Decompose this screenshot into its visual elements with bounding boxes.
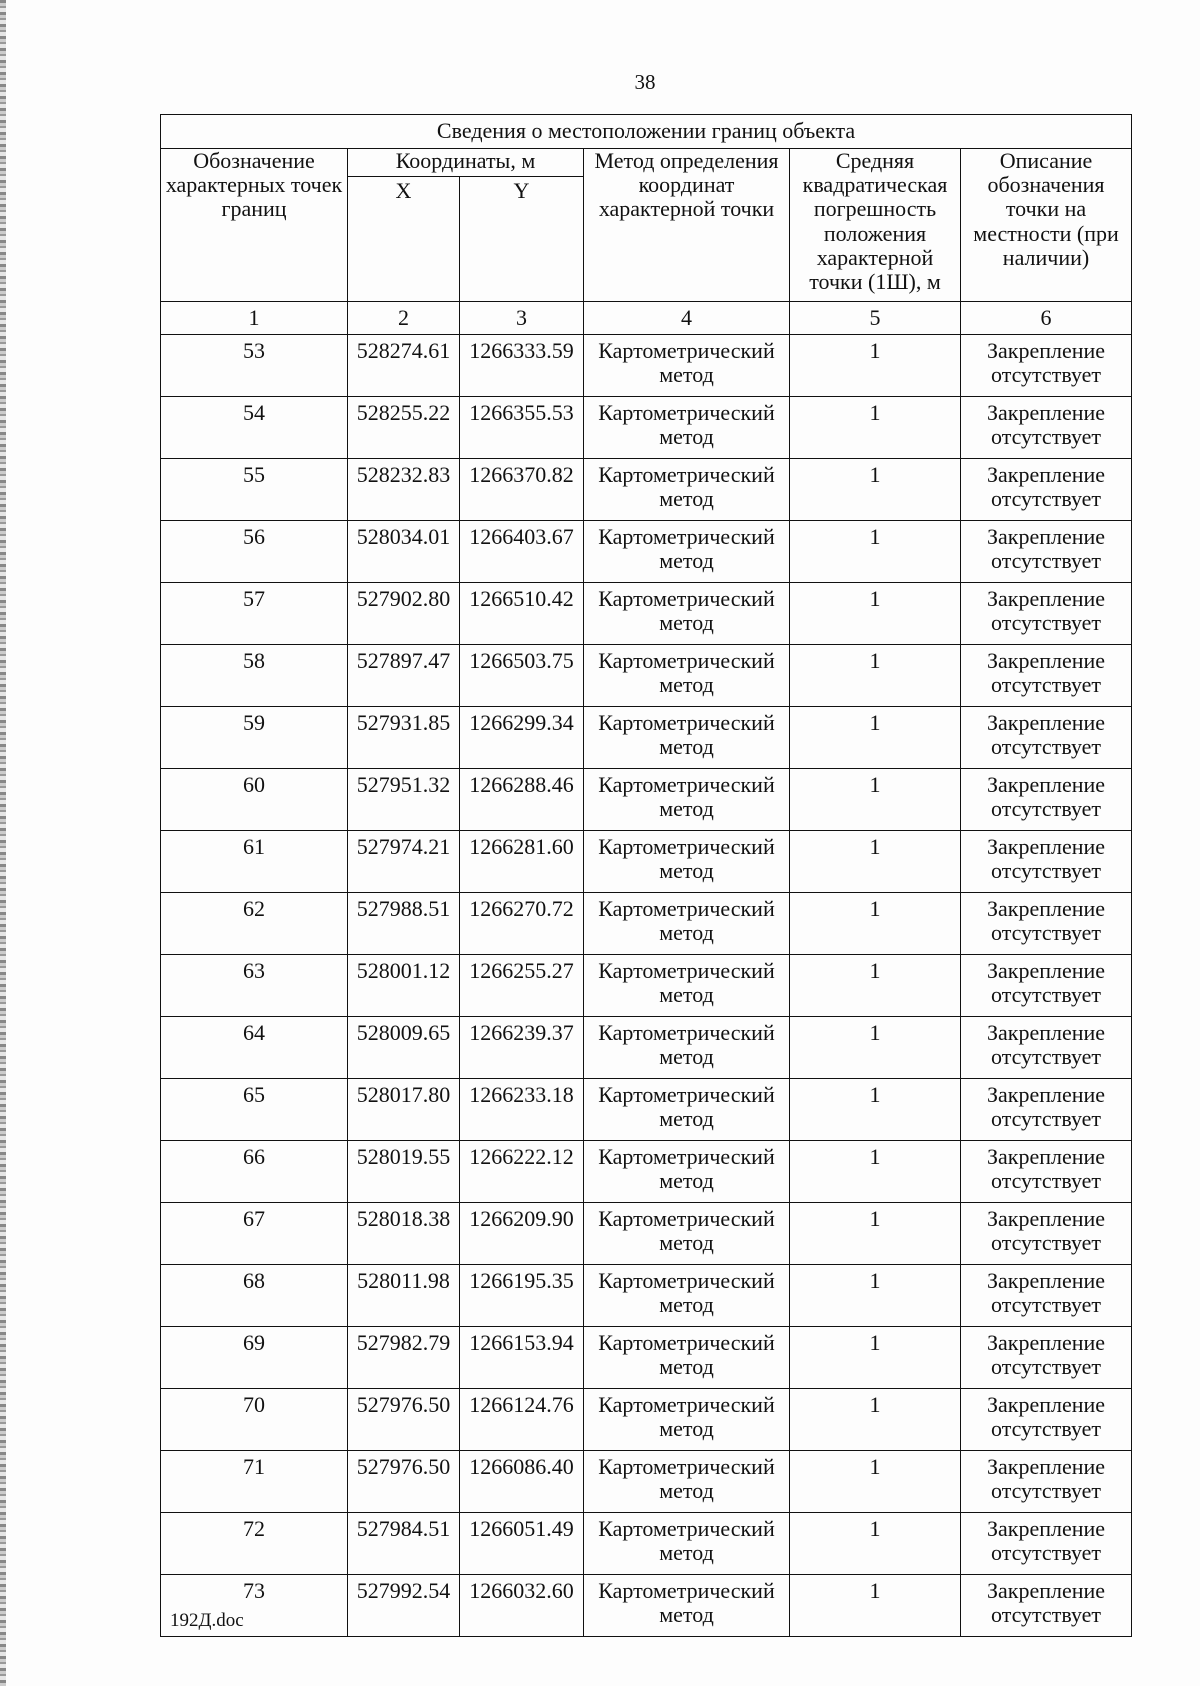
coord-x: 527992.54 [348,1575,460,1637]
coord-x: 527976.50 [348,1389,460,1451]
table-row [161,1017,1132,1079]
table-row [161,1389,1132,1451]
table-row [161,1141,1132,1203]
error-value: 1 [790,831,961,893]
point-id: 64 [161,1017,348,1079]
column-number: 6 [961,302,1132,335]
coord-x: 528009.65 [348,1017,460,1079]
table-row [161,769,1132,831]
method: Картометрический метод [584,1575,790,1637]
coord-x: 528018.38 [348,1203,460,1265]
point-id: 70 [161,1389,348,1451]
coord-x: 528255.22 [348,397,460,459]
coord-x: 527974.21 [348,831,460,893]
error-value: 1 [790,335,961,397]
method: Картометрический метод [584,521,790,583]
method: Картометрический метод [584,1079,790,1141]
error-value: 1 [790,769,961,831]
table-row [161,831,1132,893]
coord-y: 1266124.76 [460,1389,584,1451]
footer-filename: 192Д.doc [170,1610,244,1631]
table-row [161,583,1132,645]
coord-y: 1266503.75 [460,645,584,707]
column-number-row [161,302,1132,335]
description: Закрепление отсутствует [961,1265,1132,1327]
error-value: 1 [790,583,961,645]
description: Закрепление отсутствует [961,335,1132,397]
description: Закрепление отсутствует [961,893,1132,955]
method: Картометрический метод [584,397,790,459]
coord-x: 528017.80 [348,1079,460,1141]
description: Закрепление отсутствует [961,397,1132,459]
description: Закрепление отсутствует [961,831,1132,893]
coord-y: 1266051.49 [460,1513,584,1575]
description: Закрепление отсутствует [961,769,1132,831]
scan-edge [0,0,6,1686]
coord-y: 1266299.34 [460,707,584,769]
point-id: 59 [161,707,348,769]
point-id: 65 [161,1079,348,1141]
description: Закрепление отсутствует [961,459,1132,521]
point-id: 72 [161,1513,348,1575]
description: Закрепление отсутствует [961,1451,1132,1513]
point-id: 73 [161,1575,348,1637]
method: Картометрический метод [584,831,790,893]
method: Картометрический метод [584,1451,790,1513]
point-id: 61 [161,831,348,893]
coord-x: 527984.51 [348,1513,460,1575]
coord-x: 528034.01 [348,521,460,583]
column-number: 5 [790,302,961,335]
method: Картометрический метод [584,1513,790,1575]
column-number: 4 [584,302,790,335]
point-id: 53 [161,335,348,397]
point-id: 56 [161,521,348,583]
column-number: 1 [161,302,348,335]
method: Картометрический метод [584,955,790,1017]
method: Картометрический метод [584,1017,790,1079]
error-value: 1 [790,1141,961,1203]
error-value: 1 [790,645,961,707]
description: Закрепление отсутствует [961,645,1132,707]
coord-y: 1266270.72 [460,893,584,955]
point-id: 60 [161,769,348,831]
page-number: 38 [634,70,656,94]
column-number: 2 [348,302,460,335]
error-value: 1 [790,1203,961,1265]
column-number: 3 [460,302,584,335]
table-row [161,459,1132,521]
description: Закрепление отсутствует [961,521,1132,583]
coord-y: 1266288.46 [460,769,584,831]
error-value: 1 [790,1327,961,1389]
method: Картометрический метод [584,645,790,707]
coord-y: 1266403.67 [460,521,584,583]
table-row [161,1079,1132,1141]
point-id: 54 [161,397,348,459]
coord-y: 1266032.60 [460,1575,584,1637]
table-row [161,1203,1132,1265]
method: Картометрический метод [584,707,790,769]
description: Закрепление отсутствует [961,1575,1132,1637]
description: Закрепление отсутствует [961,1327,1132,1389]
coord-y: 1266153.94 [460,1327,584,1389]
coord-y: 1266510.42 [460,583,584,645]
error-value: 1 [790,707,961,769]
table-row [161,645,1132,707]
error-value: 1 [790,397,961,459]
error-value: 1 [790,1451,961,1513]
error-value: 1 [790,1513,961,1575]
error-value: 1 [790,1079,961,1141]
point-id: 67 [161,1203,348,1265]
method: Картометрический метод [584,769,790,831]
coord-y: 1266195.35 [460,1265,584,1327]
method: Картометрический метод [584,335,790,397]
header-point: Обозначение характерных точек границ [161,149,348,302]
coord-x: 528011.98 [348,1265,460,1327]
description: Закрепление отсутствует [961,1513,1132,1575]
coord-x: 527902.80 [348,583,460,645]
error-value: 1 [790,521,961,583]
header-method: Метод определения координат характерной точки [584,149,790,302]
coord-x: 527951.32 [348,769,460,831]
description: Закрепление отсутствует [961,955,1132,1017]
coord-y: 1266255.27 [460,955,584,1017]
table-row [161,521,1132,583]
error-value: 1 [790,1575,961,1637]
point-id: 66 [161,1141,348,1203]
description: Закрепление отсутствует [961,707,1132,769]
error-value: 1 [790,459,961,521]
point-id: 68 [161,1265,348,1327]
coord-y: 1266086.40 [460,1451,584,1513]
description: Закрепление отсутствует [961,1389,1132,1451]
point-id: 57 [161,583,348,645]
method: Картометрический метод [584,1327,790,1389]
method: Картометрический метод [584,893,790,955]
error-value: 1 [790,955,961,1017]
coord-y: 1266333.59 [460,335,584,397]
coord-x: 527988.51 [348,893,460,955]
table-row [161,1265,1132,1327]
point-id: 71 [161,1451,348,1513]
point-id: 69 [161,1327,348,1389]
table-row [161,893,1132,955]
point-id: 55 [161,459,348,521]
coord-x: 528232.83 [348,459,460,521]
coord-y: 1266281.60 [460,831,584,893]
header-x: X [348,177,460,302]
header-coordinates: Координаты, м [348,149,584,177]
coord-y: 1266370.82 [460,459,584,521]
header-y: Y [460,177,584,302]
coord-y: 1266233.18 [460,1079,584,1141]
table-title: Сведения о местоположении границ объекта [161,115,1132,149]
method: Картометрический метод [584,1265,790,1327]
table-row [161,1513,1132,1575]
error-value: 1 [790,893,961,955]
table-row [161,1451,1132,1513]
coord-y: 1266239.37 [460,1017,584,1079]
table-row [161,1327,1132,1389]
error-value: 1 [790,1265,961,1327]
coord-x: 527931.85 [348,707,460,769]
coord-x: 527976.50 [348,1451,460,1513]
method: Картометрический метод [584,459,790,521]
boundary-table [160,114,1132,1637]
coord-x: 528274.61 [348,335,460,397]
method: Картометрический метод [584,1141,790,1203]
coord-x: 527897.47 [348,645,460,707]
point-id: 58 [161,645,348,707]
coord-x: 528001.12 [348,955,460,1017]
point-id: 62 [161,893,348,955]
table-row [161,955,1132,1017]
coord-x: 527982.79 [348,1327,460,1389]
coord-x: 528019.55 [348,1141,460,1203]
coord-y: 1266222.12 [460,1141,584,1203]
table-row [161,335,1132,397]
error-value: 1 [790,1017,961,1079]
description: Закрепление отсутствует [961,583,1132,645]
coord-y: 1266355.53 [460,397,584,459]
description: Закрепление отсутствует [961,1017,1132,1079]
error-value: 1 [790,1389,961,1451]
coord-y: 1266209.90 [460,1203,584,1265]
table-row [161,397,1132,459]
header-error: Средняя квадратическая погрешность положения характерной точки (1Ш), м [790,149,961,302]
header-description: Описание обозначения точки на местности (при наличии) [961,149,1132,302]
method: Картометрический метод [584,1203,790,1265]
description: Закрепление отсутствует [961,1203,1132,1265]
description: Закрепление отсутствует [961,1079,1132,1141]
method: Картометрический метод [584,583,790,645]
point-id: 63 [161,955,348,1017]
table-row [161,707,1132,769]
description: Закрепление отсутствует [961,1141,1132,1203]
table-row [161,1575,1132,1637]
method: Картометрический метод [584,1389,790,1451]
